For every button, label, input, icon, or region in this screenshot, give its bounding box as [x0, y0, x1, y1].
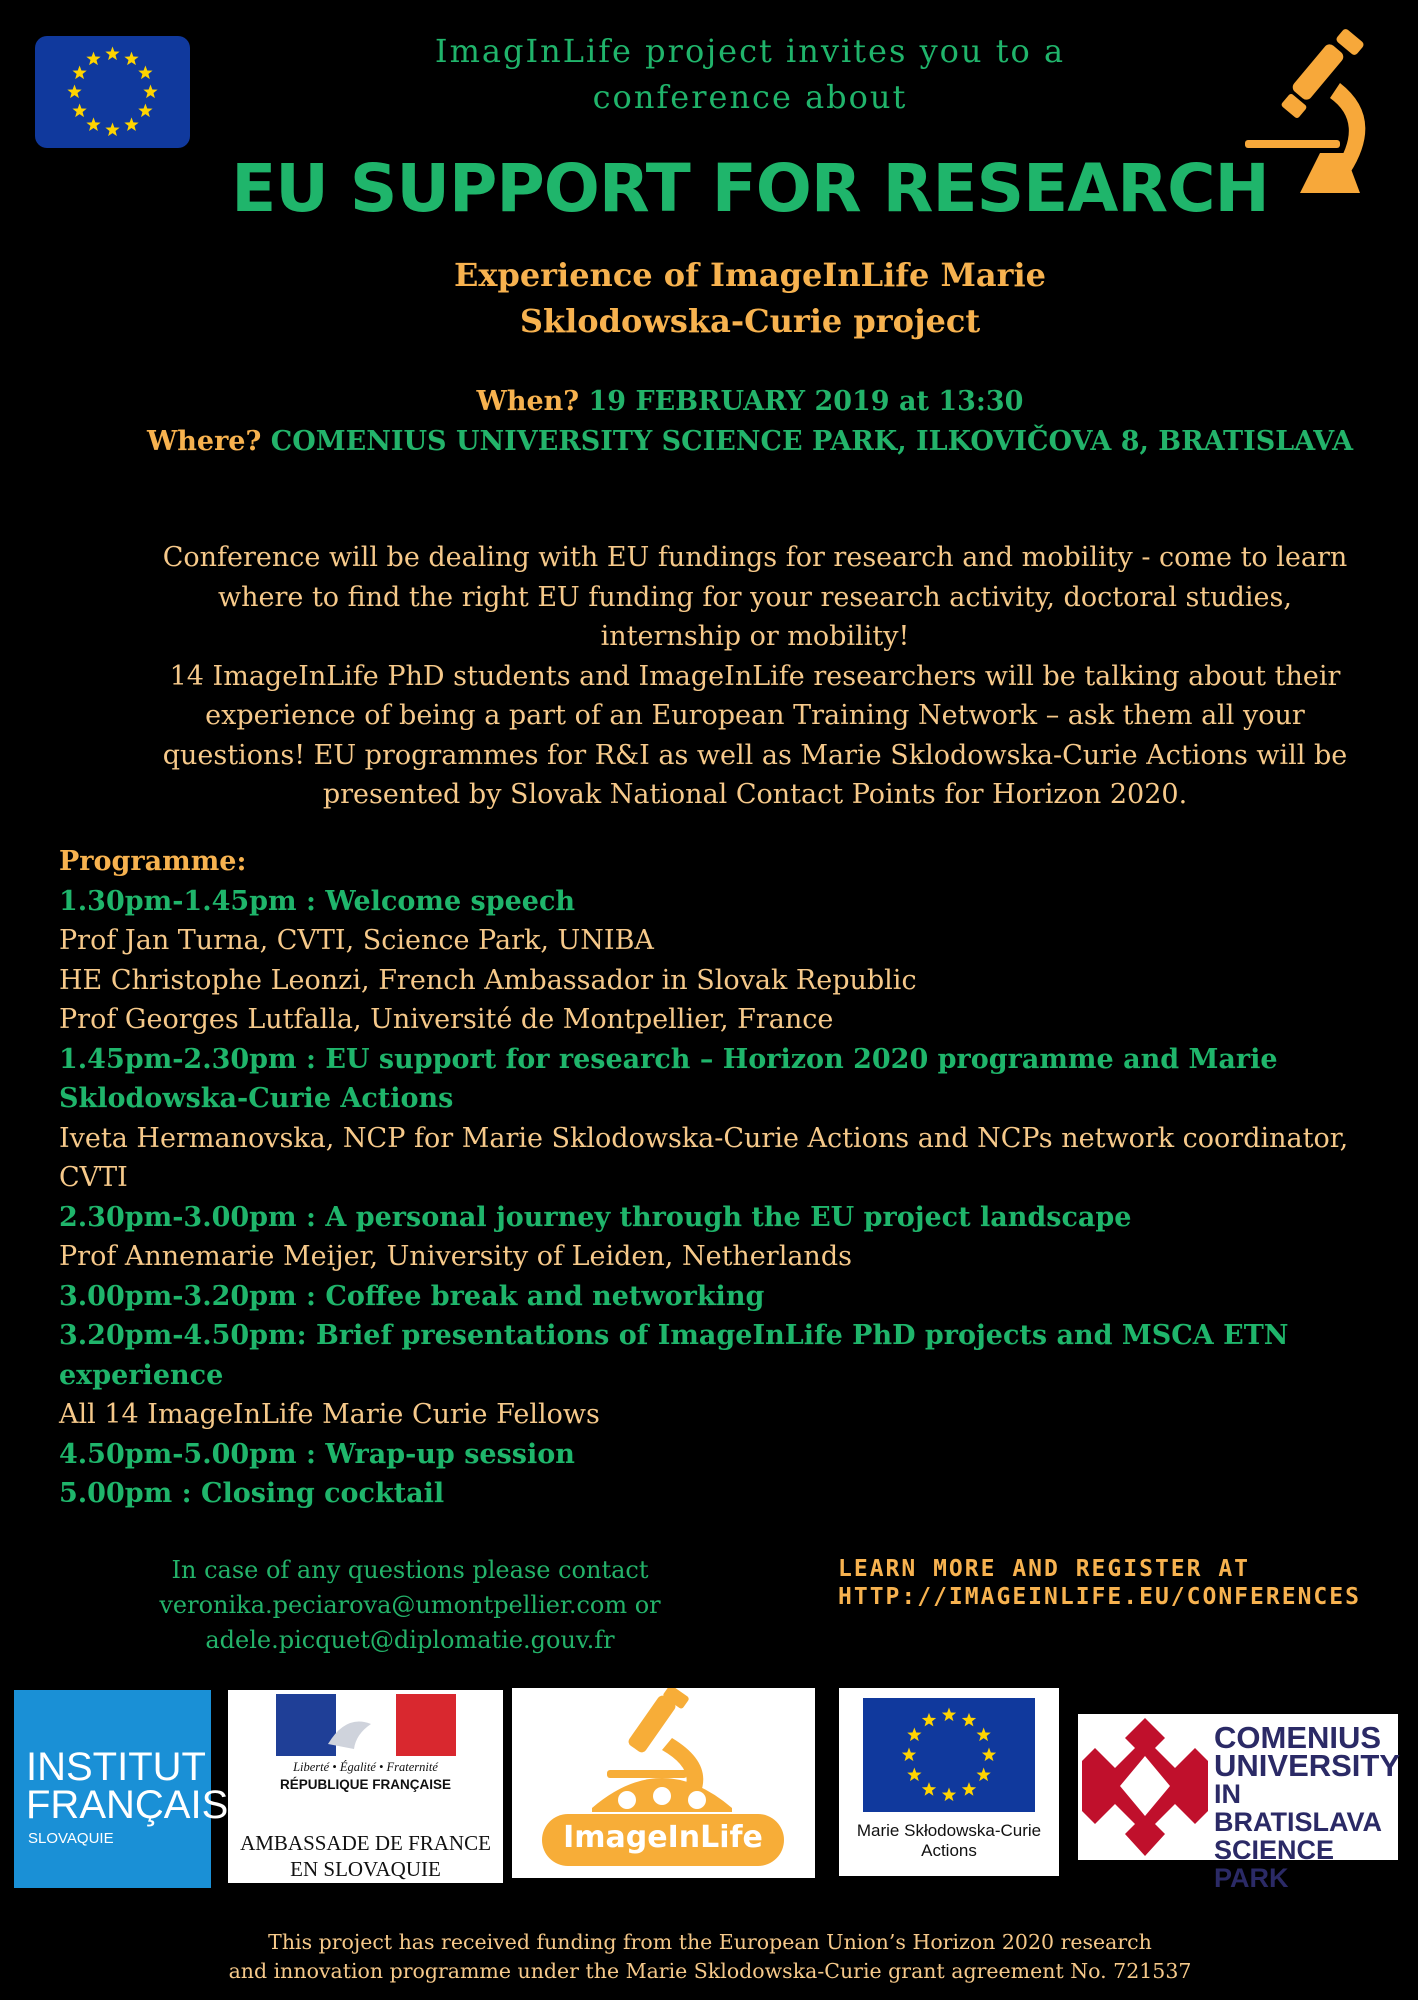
footer-line-1: This project has received funding from the European Union’s Horizon 2020 research — [268, 1930, 1152, 1954]
register-link[interactable]: HTTP://IMAGEINLIFE.EU/CONFERENCES — [838, 1584, 1361, 1610]
comenius-university-logo — [1078, 1714, 1401, 1893]
where-label: Where? — [146, 426, 262, 457]
description — [130, 538, 1380, 815]
eu-flag-logo — [35, 36, 190, 148]
programme-slot: 3.00pm-3.20pm : Coffee break and networking — [59, 1280, 765, 1312]
contact-line: In case of any questions please contact — [171, 1556, 649, 1584]
msca-line-1: Marie Skłodowska-Curie — [856, 1821, 1042, 1840]
eu-stars-icon — [35, 36, 190, 148]
subtitle-line-2: Sklodowska-Curie project — [519, 302, 981, 340]
register-info — [838, 1555, 1408, 1611]
comenius-emblem-icon — [1080, 1716, 1210, 1858]
description-line: where to find the right EU funding for your research activity, doctoral studies, — [218, 581, 1292, 613]
ambassade-de-france-logo — [228, 1690, 503, 1883]
eu-star-icon — [105, 123, 119, 137]
institut-francais-logo — [14, 1690, 229, 1888]
imageinlife-logo — [512, 1688, 815, 1878]
eu-star-icon — [72, 104, 86, 118]
eu-star-icon — [138, 104, 152, 118]
programme-speaker: HE Christophe Leonzi, French Ambassador in Slovak Republic — [59, 964, 917, 996]
programme-speaker: Iveta Hermanovska, NCP for Marie Sklodowska-Curie Actions and NCPs network coordinator, — [59, 1122, 1349, 1154]
institut-line-3: SLOVAQUIE — [28, 1830, 114, 1847]
intro-line-2: conference about — [592, 78, 908, 116]
eu-star-icon — [124, 117, 138, 131]
where-row — [60, 422, 1418, 462]
programme-slot: 4.50pm-5.00pm : Wrap-up session — [59, 1438, 575, 1470]
programme-heading: Programme: — [59, 846, 247, 877]
when-value: 19 FEBRUARY 2019 at 13:30 — [588, 386, 1024, 417]
eu-star-icon — [86, 52, 100, 66]
intro-line-1: ImagInLife project invites you to a — [434, 32, 1066, 70]
description-line: 14 ImageInLife PhD students and ImageInLife researchers will be talking about their — [169, 660, 1341, 692]
when-label: When? — [476, 386, 580, 417]
when-row — [60, 382, 1418, 422]
eu-star-icon — [105, 47, 119, 61]
ambassade-line-1: AMBASSADE DE FRANCE — [240, 1831, 491, 1855]
eu-star-icon — [67, 85, 81, 99]
description-line: Conference will be dealing with EU fundings for research and mobility - come to learn — [162, 542, 1348, 573]
eu-star-icon — [124, 52, 138, 66]
comenius-line-2: UNIVERSITY — [1214, 1748, 1401, 1783]
programme-slot: 1.30pm-1.45pm : Welcome speech — [59, 885, 576, 917]
programme-slot: 5.00pm : Closing cocktail — [59, 1478, 445, 1509]
programme-slot: 3.20pm-4.50pm: Brief presentations of ImageInLife PhD projects and MSCA ETN — [59, 1320, 1289, 1351]
eu-star-icon — [86, 117, 100, 131]
eu-star-icon — [138, 66, 152, 80]
programme-slot: Sklodowska-Curie Actions — [59, 1083, 454, 1114]
description-line: presented by Slovak National Contact Points for Horizon 2020. — [322, 779, 1188, 810]
programme-speaker: Prof Georges Lutfalla, Université de Montpellier, France — [59, 1004, 834, 1035]
eu-star-icon — [143, 85, 157, 99]
eu-star-icon — [72, 66, 86, 80]
programme-speaker: All 14 ImageInLife Marie Curie Fellows — [59, 1399, 600, 1430]
programme-list — [59, 882, 1399, 1514]
programme — [59, 842, 1399, 1514]
contact-email-1[interactable]: veronika.peciarova@umontpellier.com or — [159, 1591, 661, 1619]
register-label: LEARN MORE AND REGISTER AT — [838, 1556, 1251, 1582]
subtitle — [300, 252, 1200, 344]
description-line: internship or mobility! — [600, 621, 910, 652]
description-line: experience of being a part of an European Training Network – ask them all your — [205, 700, 1305, 731]
imageinlife-name: ImageInLife — [563, 1820, 763, 1855]
programme-speaker: CVTI — [59, 1162, 128, 1193]
programme-slot: 1.45pm-2.30pm : EU support for research – Horizon 2020 programme and Marie — [59, 1043, 1278, 1075]
programme-speaker: Prof Annemarie Meijer, University of Leiden, Netherlands — [59, 1241, 852, 1272]
programme-slot: 2.30pm-3.00pm : A personal journey through the EU project landscape — [59, 1201, 1132, 1233]
where-value: COMENIUS UNIVERSITY SCIENCE PARK, ILKOVIČOVA 8, BRATISLAVA — [270, 426, 1354, 457]
programme-speaker: Prof Jan Turna, CVTI, Science Park, UNIBA — [59, 925, 654, 956]
comenius-line-3: IN BRATISLAVA — [1214, 1779, 1382, 1837]
contact-email-2[interactable]: adele.picquet@diplomatie.gouv.fr — [205, 1626, 615, 1654]
comenius-line-1: COMENIUS — [1214, 1720, 1382, 1755]
intro-text — [300, 28, 1200, 120]
ambassade-line-2: EN SLOVAQUIE — [290, 1857, 441, 1881]
eu-flag-icon — [863, 1698, 1035, 1812]
programme-slot: experience — [59, 1359, 224, 1391]
contact-info — [130, 1553, 690, 1658]
institut-line-1: INSTITUT — [26, 1745, 206, 1789]
event-details — [60, 382, 1418, 462]
institut-line-2: FRANÇAIS — [26, 1783, 229, 1827]
funding-footer — [200, 1928, 1220, 1986]
description-line: questions! EU programmes for R&I as well as Marie Sklodowska-Curie Actions will be — [162, 739, 1348, 771]
marianne-flag-icon — [276, 1694, 456, 1756]
comenius-line-4: SCIENCE PARK — [1214, 1835, 1335, 1893]
footer-line-2: and innovation programme under the Marie Sklodowska-Curie grant agreement No. 721537 — [228, 1959, 1192, 1983]
ambassade-republique: RÉPUBLIQUE FRANÇAISE — [279, 1777, 451, 1792]
ambassade-motto: Liberté • Égalité • Fraternité — [293, 1760, 438, 1774]
msca-line-2: Actions — [921, 1841, 977, 1860]
subtitle-line-1: Experience of ImageInLife Marie — [453, 256, 1047, 294]
page-title: EU SUPPORT FOR RESEARCH — [231, 150, 1269, 227]
msca-logo — [839, 1688, 1059, 1876]
